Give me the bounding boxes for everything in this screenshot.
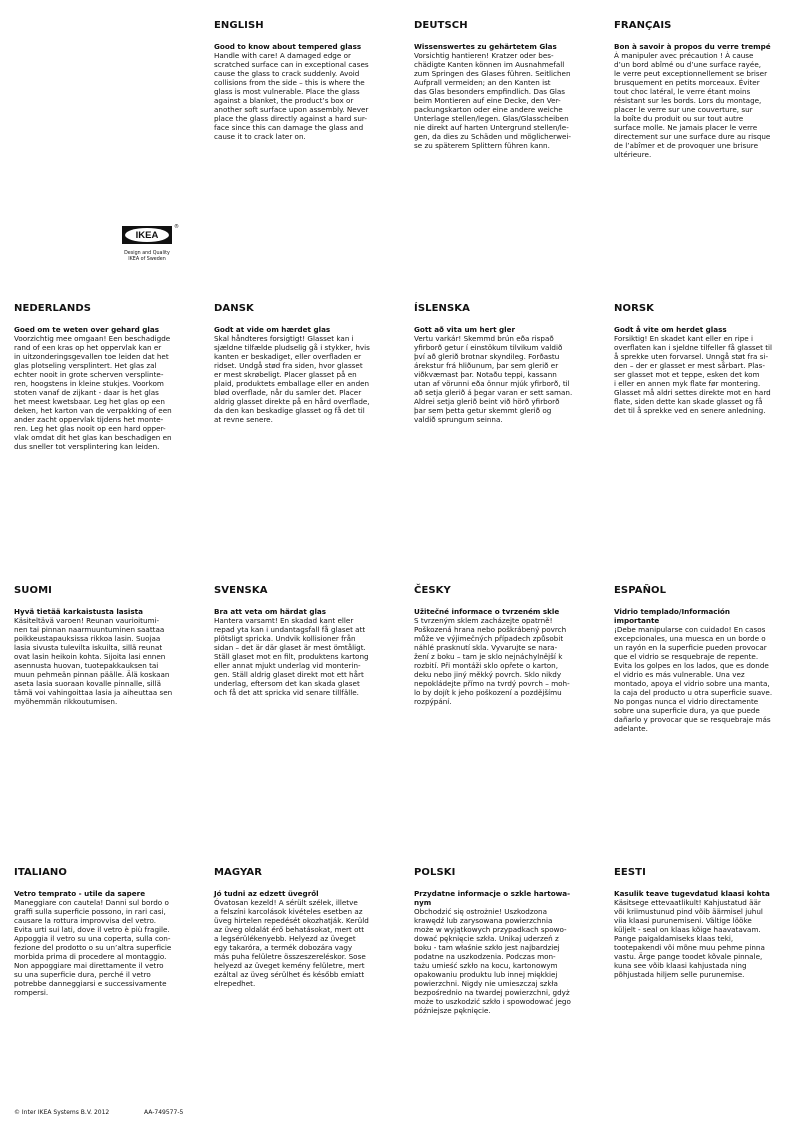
section-espanol: [614, 585, 790, 733]
section-deutsch: [414, 20, 590, 150]
section-body: ¡Debe manipularse con cuidado! En casos excepcionales, una muesca en un borde o un rayón en la superficie pueden provocar que el vidrio se resquebraje de repente. Evita los golpes en los lados, que es donde el vidrio es más vulnerable. Una vez montado, apoya el vidrio sobre una manta, la caja del producto u otra superficie suave. No pongas nunca el vidrio directamente sobre una superficie dura, ya que puede dañarlo y provocar que se resquebraje más adelante.: [614, 625, 773, 733]
section-heading: Wissenswertes zu gehärtetem Glas: [414, 42, 557, 51]
section-francais: [614, 20, 790, 159]
language-title: ITALIANO: [14, 867, 68, 878]
section-body: Handle with care! A damaged edge or scratched surface can in exceptional cases cause the glass to crack suddenly. Avoid collisions from the side – this is where the glass is most vulnerable. Place the glass against a blanket, the product’s box or another soft surface upon assembly. Never place the glass directly against a hard sur- face since this can damage the glass and cause it to crack later on.: [214, 51, 369, 141]
section-nederlands: [14, 303, 190, 451]
section-heading: Vidrio templado/Información importante: [614, 607, 730, 625]
section-heading: Hyvä tietää karkaistusta lasista: [14, 607, 143, 616]
language-title: ÍSLENSKA: [414, 303, 470, 314]
section-heading: Godt å vite om herdet glass: [614, 325, 727, 334]
section-magyar: [214, 867, 390, 988]
section-italiano: [14, 867, 190, 997]
section-body: À manipuler avec précaution ! À cause d’un bord abîmé ou d’une surface rayée, le verre peut exceptionnellement se briser brusquement en petits morceaux. Éviter tout choc latéral, le verre étant moins résistant sur les bords. Lors du montage, placer le verre sur une couverture, sur la boîte du produit ou sur tout autre surface molle. Ne jamais placer le verre directement sur une surface dure au risque de l’abîmer et de provoquer une brisure ultérieure.: [614, 51, 771, 159]
language-title: DANSK: [214, 303, 254, 314]
section-body: Voorzichtig mee omgaan! Een beschadigde rand of een kras op het oppervlak kan er in uitzonderingsgevallen toe leiden dat het glas plotseling versplintert. Het glas zal echter nooit in grote scherven versplinte- ren, hoogstens in kleine stukjes. Voorkom stoten vanaf de zijkant - daar is het glas het meest kwetsbaar. Leg het glas op een deken, het karton van de verpakking of een ander zacht oppervlak tijdens het monte- ren. Leg het glas nooit op een hard opper- vlak omdat dit het glas kan beschadigen en dus sneller tot versplintering kan leiden.: [14, 334, 172, 451]
language-title: MAGYAR: [214, 867, 263, 878]
section-heading: Kasulik teave tugevdatud klaasi kohta: [614, 889, 770, 898]
section-polski: [414, 867, 590, 1015]
language-title: POLSKI: [414, 867, 456, 878]
section-heading: Gott að vita um hert gler: [414, 325, 516, 334]
section-english: [214, 20, 390, 141]
language-title: DEUTSCH: [414, 20, 468, 31]
section-cesky: [414, 585, 590, 706]
section-heading: Užitečné informace o tvrzeném skle: [414, 607, 560, 616]
copyright-notice: © Inter IKEA Systems B.V. 2012: [14, 1109, 110, 1116]
language-title: ENGLISH: [214, 20, 264, 31]
language-title: ESPAÑOL: [614, 585, 667, 596]
section-heading: Good to know about tempered glass: [214, 42, 362, 51]
section-heading: Vetro temprato - utile da sapere: [14, 889, 146, 898]
logo-wordmark: IKEA: [135, 230, 159, 242]
language-title: NORSK: [614, 303, 655, 314]
section-islenska: [414, 303, 590, 424]
logo-tagline: Design and Quality IKEA of Sweden: [124, 251, 170, 262]
section-body: Vertu varkár! Skemmd brún eða rispað yfirborð getur í einstökum tilvikum valdið því að glerið brotnar skyndileg. Forðastu árekstur frá hliðunum, þar sem glerið er viðkvæmast þar. Notaðu teppi, kassann utan af vörunni eða önnur mjúk yfirborð, til að setja glerið á þegar varan er sett saman. Aldrei setja glerið beint við hörð yfirborð þar sem þetta getur skemmt glerið og valdið sprungum seinna.: [414, 334, 573, 424]
section-body: Obchodzić się ostrożnie! Uszkodzona krawędź lub zarysowana powierzchnia może w wyjątkowych przypadkach spowo- dować pęknięcie szkła. Unikaj uderzeń z boku - tam właśnie szkło jest najbardziej podatne na uszkodzenia. Podczas mon- tażu umieść szkło na kocu, kartonowym opakowaniu produktu lub innej miękkiej powierzchni. Nigdy nie umieszczaj szkła bezpośrednio na twardej powierzchni, gdyż może to uszkodzić szkło i spowodować jego późniejsze pęknięcie.: [414, 907, 571, 1015]
language-title: SUOMI: [14, 585, 52, 596]
section-heading: Bra att veta om härdat glas: [214, 607, 327, 616]
section-body: Óvatosan kezeld! A sérült szélek, illetve a felszíni karcolások kivételes esetben az üveg hirtelen repedését okozhatják. Kerüld az üveg oldalát érő behatásokat, mert ott a legsérülékenyebb. Helyezd az üveget egy takaróra, a termék dobozára vagy más puha felületre összeszereléskor. Sose helyezd az üveget kemény felületre, mert ezáltal az üveg sérülhet és később emiatt elrepedhet.: [214, 898, 369, 988]
section-body: Vorsichtig hantieren! Kratzer oder bes- chädigte Kanten können im Ausnahmefall zum Springen des Glases führen. Seitlichen Aufprall vermeiden; an den Kanten ist das Glas besonders empfindlich. Das Glas beim Montieren auf eine Decke, den Ver- packungskarton oder eine andere weiche Unterlage stellen/legen. Glas/Glasscheiben nie direkt auf harten Untergrund stellen/le- gen, da dies zu Schäden und möglicherwei- se zu späterem Splittern führen kann.: [414, 51, 571, 150]
section-body: Käsitsege ettevaatlikult! Kahjustatud äär või kriimustunud pind võib äärmisel juhul viia klaasi purunemiseni. Vältige lööke küljelt - seal on klaas kõige haavatavam. Pange paigaldamiseks klaas teki, tootepakendi või mõne muu pehme pinna vastu. Ärge pange toodet kõvale pinnale, kuna see võib klaasi kahjustada ning põhjustada hiljem selle purunemise.: [614, 898, 765, 979]
language-title: SVENSKA: [214, 585, 268, 596]
section-body: Maneggiare con cautela! Danni sul bordo o graffi sulla superficie possono, in rari casi, causare la rottura improvvisa del vetro. Evita urti sui lati, dove il vetro è più fragile. Appoggia il vetro su una coperta, sulla con- fezione del prodotto o su un’altra superficie morbida prima di procedere al montaggio. Non appoggiare mai direttamente il vetro su una superficie dura, perché il vetro potrebbe danneggiarsi e successivamente rompersi.: [14, 898, 172, 997]
ikea-wordmark-icon: [122, 224, 179, 244]
section-heading: Godt at vide om hærdet glas: [214, 325, 331, 334]
section-heading: Przydatne informacje o szkle hartowa- nym: [414, 889, 571, 907]
section-heading: Jó tudni az edzett üvegről: [214, 889, 319, 898]
ikea-logo: [108, 226, 186, 263]
section-body: S tvrzeným sklem zacházejte opatrně! Poškozená hrana nebo poškrábený povrch může ve výjimečných případech způsobit náhlé prasknutí skla. Vyvarujte se nara- žení z boku – tam je sklo nejnáchylnější k rozbití. Při montáži sklo opřete o karton, deku nebo jiný měkký povrch. Sklo nikdy nepokládejte přímo na tvrdý povrch – moh- lo by dojít k jeho poškození a pozdějšímu rozpýpání.: [414, 616, 570, 706]
section-suomi: [14, 585, 190, 706]
section-norsk: [614, 303, 790, 415]
section-heading: Goed om te weten over gehard glas: [14, 325, 160, 334]
section-svenska: [214, 585, 390, 697]
section-body: Hantera varsamt! En skadad kant eller repad yta kan i undantagsfall få glaset att plötsligt spricka. Undvik kollisioner från sidan – det är där glaset är mest ömtåligt. Ställ glaset mot en filt, produktens kartong eller annat mjukt underlag vid monterin- gen. Ställ aldrig glaset direkt mot ett hårt underlag, eftersom det kan skada glaset och få det att spricka vid senare tillfälle.: [214, 616, 369, 697]
section-heading: Bon à savoir à propos du verre trempé: [614, 42, 771, 51]
section-eesti: [614, 867, 790, 979]
language-title: FRANÇAIS: [614, 20, 672, 31]
section-dansk: [214, 303, 390, 424]
language-title: NEDERLANDS: [14, 303, 92, 314]
article-code: AA-749577-5: [144, 1109, 184, 1116]
section-body: Käsiteltävä varoen! Reunan vaurioitumi- nen tai pinnan naarmuuntuminen saattaa poikkeustapauksissa rikkoa lasin. Suojaa lasia sivusta tulevilta iskuilta, sillä reunat ovat lasin heikoin kohta. Sijoita lasi ennen asennusta huovan, tuotepakkauksen tai muun pehmeän pinnan päälle. Älä koskaan aseta lasia suoraan kovalle pinnalle, sillä tämä voi vahingoittaa lasia ja aiheuttaa sen myöhemmän rikkoutumisen.: [14, 616, 173, 706]
section-body: Skal håndteres forsigtigt! Glasset kan i sjældne tilfælde pludselig gå i stykker, hvis kanten er beskadiget, eller overfladen er ridset. Undgå stød fra siden, hvor glasset er mest skrøbeligt. Placer glasset på en plaid, produktets emballage eller en anden blød overflade, når du samler det. Placer aldrig glasset direkte på en hård overflade, da den kan beskadige glasset og få det til at revne senere.: [214, 334, 370, 424]
section-body: Forsiktig! En skadet kant eller en ripe i overflaten kan i sjeldne tilfeller få glasset til å sprekke uten forvarsel. Unngå støt fra si- den – der er glasset er mest sårbart. Plas- ser glasset mot et teppe, esken det kom i eller en annen myk flate før montering. Glasset må aldri settes direkte mot en hard flate, siden dette kan skade glasset og få det til å sprekke ved en senere anledning.: [614, 334, 773, 415]
language-title: EESTI: [614, 867, 646, 878]
registered-mark: ®: [174, 224, 179, 230]
language-title: ČESKY: [414, 585, 451, 596]
